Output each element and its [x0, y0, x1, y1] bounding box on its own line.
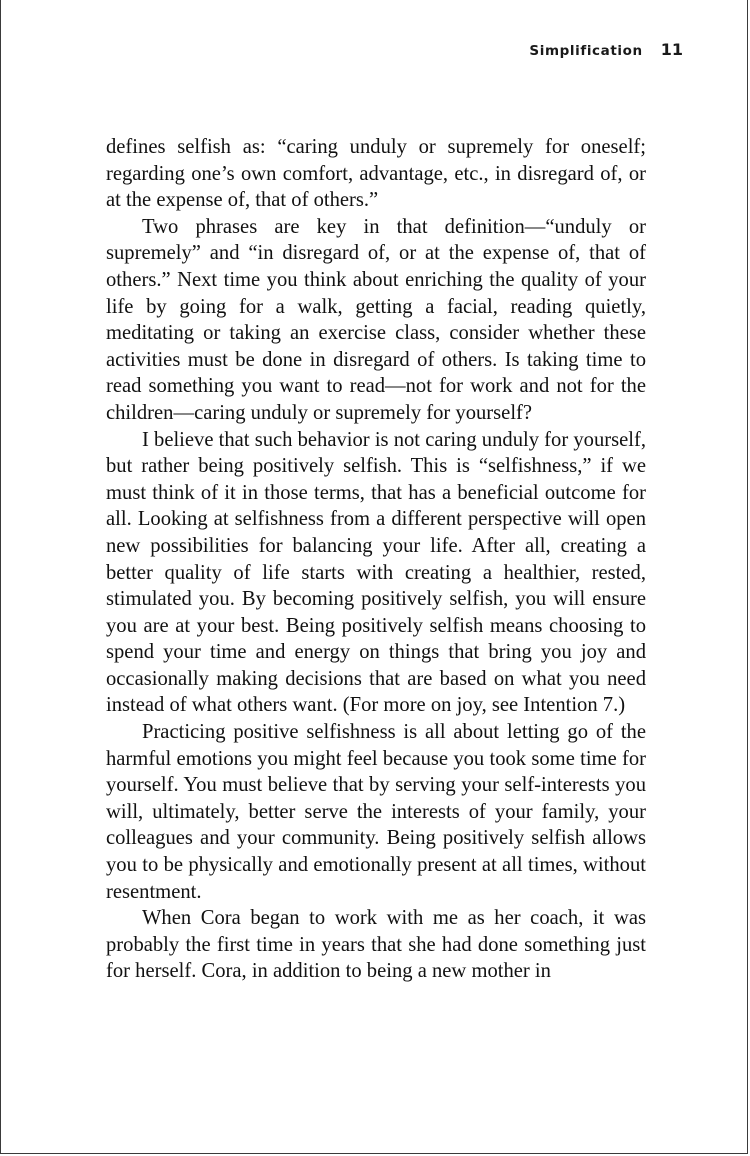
- body-text: [106, 134, 646, 985]
- page-number: 11: [660, 40, 683, 59]
- running-title: Simplification: [529, 43, 643, 59]
- paragraph: Practicing positive selfishness is all about letting go of the harmful emotions you might feel because you took some time for yourself. You must believe that by serving your self-interests you will, ultimately, better serve the interests of your family, your colleagues and your community. Being positively selfish allows you to be physically and emotionally present at all times, without resentment.: [106, 721, 646, 903]
- paragraph: I believe that such behavior is not caring unduly for yourself, but rather being positively selfish. This is “selfishness,” if we must think of it in those terms, that has a beneficial outcome for all. Looking at selfishness from a different perspective will open new possibilities for balancing your life. After all, creating a better quality of life starts with creating a healthier, rested, stimulated you. By becoming positively selfish, you will ensure you are at your best. Being positively selfish means choosing to spend your time and energy on things that bring you joy and occasionally making decisions that are based on what you need instead of what others want. (For more on joy, see Intention 7.): [106, 428, 646, 717]
- paragraph: When Cora began to work with me as her coach, it was probably the first time in years that she had done something just for herself. Cora, in addition to being a new mother in: [106, 907, 646, 983]
- paragraph: defines selfish as: “caring unduly or supremely for oneself; regarding one’s own comfort, advantage, etc., in disregard of, or at the expense of, that of others.”: [106, 136, 646, 212]
- running-head: [529, 40, 683, 59]
- paragraph: Two phrases are key in that definition—“unduly or supremely” and “in disregard of, or at the expense of, that of others.” Next time you think about enriching the quality of your life by going for a walk, getting a facial, reading quietly, meditating or taking an exercise class, consider whether these activities must be done in disregard of others. Is taking time to read something you want to read—not for work and not for the children—caring unduly or supremely for yourself?: [106, 215, 646, 424]
